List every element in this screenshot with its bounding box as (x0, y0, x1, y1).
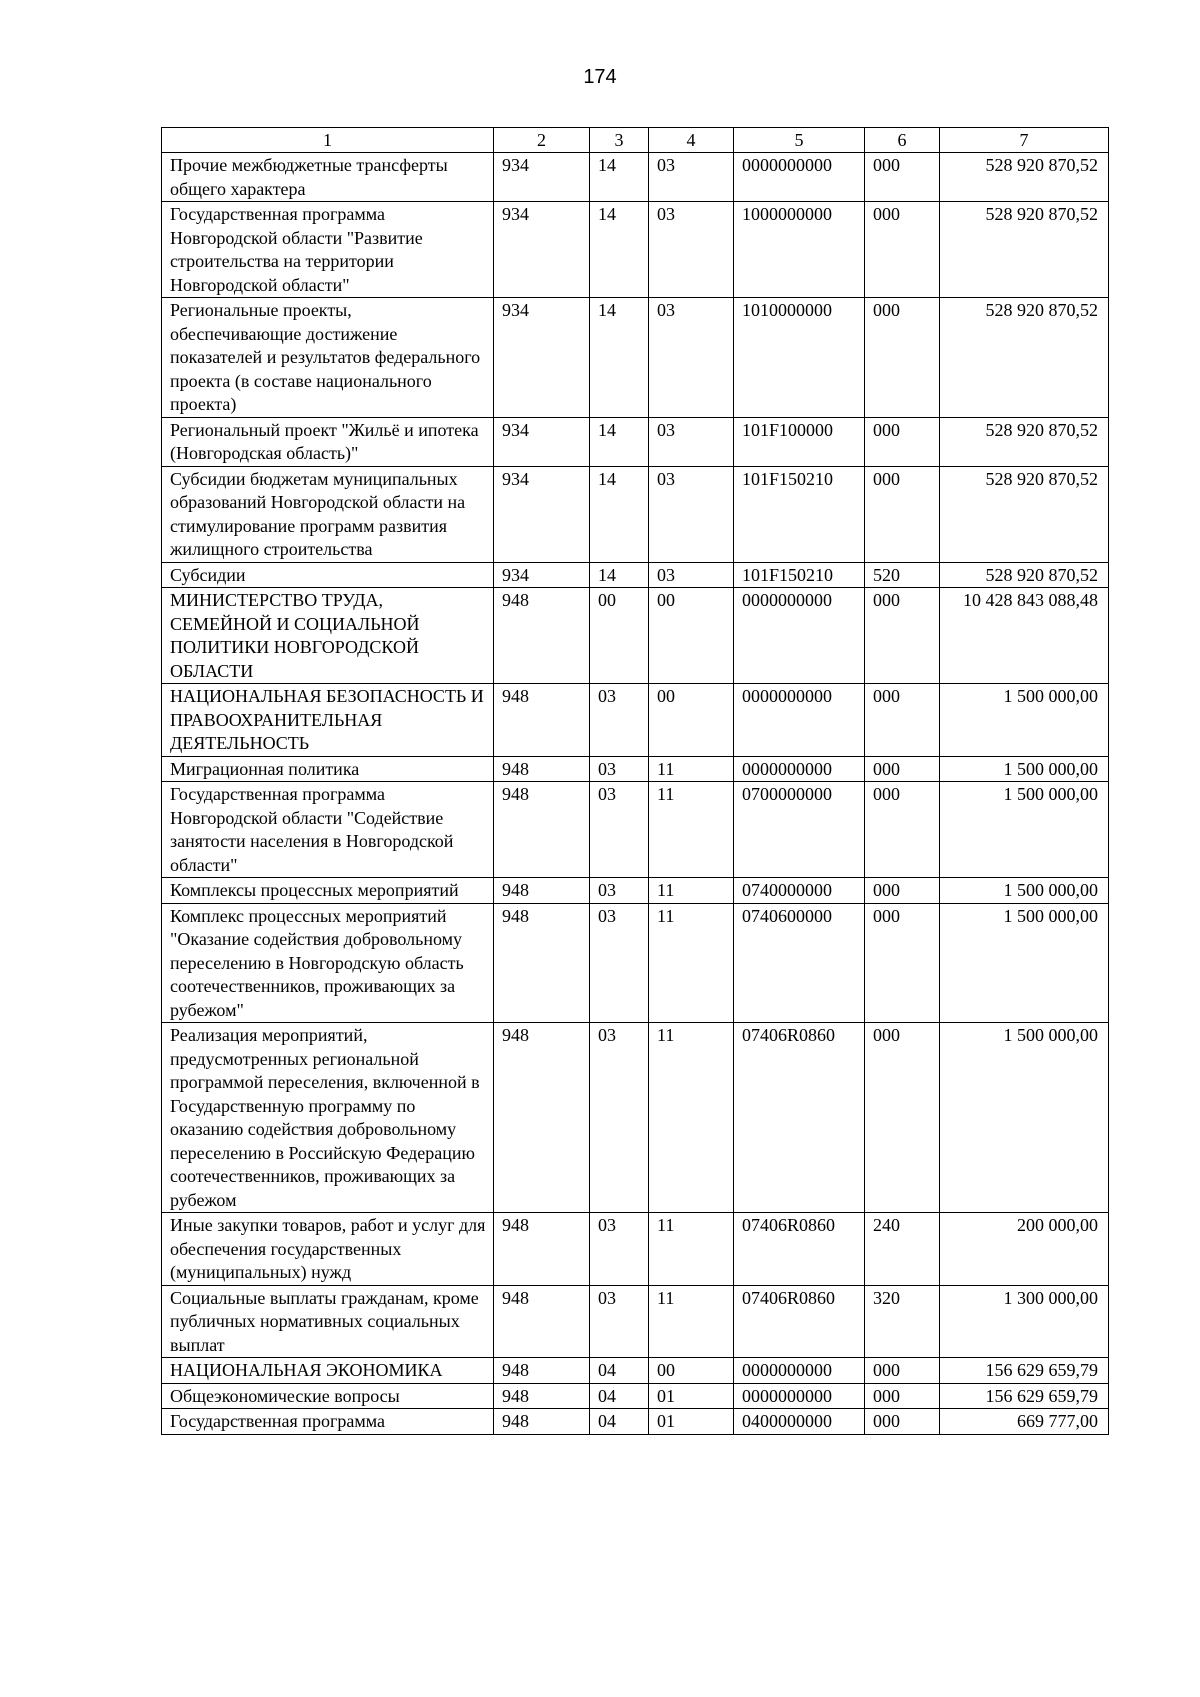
row-expense-type: 320 (865, 1285, 940, 1358)
row-target-code: 0000000000 (734, 153, 865, 202)
row-name: Государственная программа (162, 1409, 494, 1435)
row-sum: 1 500 000,00 (940, 1023, 1109, 1213)
row-subsection: 03 (649, 466, 734, 562)
row-name: Комплекс процессных мероприятий "Оказание содействия добровольному переселению в Новгородскую область соотечественников, проживающих за рубежом" (162, 903, 494, 1023)
row-sum: 528 920 870,52 (940, 417, 1109, 466)
row-sum: 1 300 000,00 (940, 1285, 1109, 1358)
row-target-code: 1010000000 (734, 298, 865, 418)
row-target-code: 0700000000 (734, 782, 865, 878)
row-expense-type: 000 (865, 878, 940, 904)
header-cell: 5 (734, 128, 865, 153)
row-section: 03 (590, 782, 649, 878)
row-expense-type: 000 (865, 1023, 940, 1213)
row-target-code: 0000000000 (734, 588, 865, 684)
row-name: Реализация мероприятий, предусмотренных региональной программой переселения, включенной в Государственную программу по оказанию содействия добровольному переселению в Российскую Федерацию соотечественников, проживающих за рубежом (162, 1023, 494, 1213)
row-target-code: 1000000000 (734, 202, 865, 298)
table-row (162, 878, 1109, 904)
row-section: 03 (590, 878, 649, 904)
row-section: 04 (590, 1358, 649, 1384)
row-grbs: 948 (494, 1213, 590, 1286)
row-sum: 1 500 000,00 (940, 756, 1109, 782)
row-expense-type: 240 (865, 1213, 940, 1286)
page-number: 174 (583, 66, 617, 88)
row-name: Государственная программа Новгородской области "Развитие строительства на территории Новгородской области" (162, 202, 494, 298)
row-section: 03 (590, 903, 649, 1023)
table-row (162, 1285, 1109, 1358)
row-grbs: 948 (494, 903, 590, 1023)
header-cell: 2 (494, 128, 590, 153)
table-row (162, 1213, 1109, 1286)
table-row (162, 782, 1109, 878)
row-target-code: 0000000000 (734, 684, 865, 757)
row-section: 00 (590, 588, 649, 684)
row-subsection: 01 (649, 1383, 734, 1409)
table-row (162, 153, 1109, 202)
row-name: Иные закупки товаров, работ и услуг для обеспечения государственных (муниципальных) нужд (162, 1213, 494, 1286)
row-expense-type: 000 (865, 417, 940, 466)
row-target-code: 101F150210 (734, 466, 865, 562)
row-grbs: 948 (494, 1023, 590, 1213)
row-sum: 528 920 870,52 (940, 562, 1109, 588)
row-subsection: 03 (649, 417, 734, 466)
row-subsection: 11 (649, 756, 734, 782)
row-sum: 1 500 000,00 (940, 684, 1109, 757)
row-grbs: 934 (494, 153, 590, 202)
row-name: Региональный проект "Жильё и ипотека (Новгородская область)" (162, 417, 494, 466)
row-grbs: 948 (494, 1409, 590, 1435)
row-sum: 528 920 870,52 (940, 466, 1109, 562)
row-expense-type: 000 (865, 1358, 940, 1384)
table-row (162, 1383, 1109, 1409)
row-expense-type: 000 (865, 684, 940, 757)
row-section: 14 (590, 202, 649, 298)
row-section: 04 (590, 1383, 649, 1409)
row-expense-type: 000 (865, 782, 940, 878)
row-target-code: 07406R0860 (734, 1285, 865, 1358)
row-expense-type: 000 (865, 153, 940, 202)
row-section: 03 (590, 1213, 649, 1286)
row-grbs: 948 (494, 1285, 590, 1358)
row-target-code: 0400000000 (734, 1409, 865, 1435)
header-cell: 6 (865, 128, 940, 153)
row-target-code: 0000000000 (734, 756, 865, 782)
table-row (162, 202, 1109, 298)
budget-table (161, 127, 1109, 1435)
row-target-code: 0740600000 (734, 903, 865, 1023)
row-subsection: 11 (649, 878, 734, 904)
row-subsection: 11 (649, 1023, 734, 1213)
row-section: 03 (590, 1285, 649, 1358)
row-name: Миграционная политика (162, 756, 494, 782)
row-subsection: 00 (649, 588, 734, 684)
table-row (162, 417, 1109, 466)
row-sum: 156 629 659,79 (940, 1358, 1109, 1384)
row-subsection: 11 (649, 1213, 734, 1286)
row-target-code: 0000000000 (734, 1383, 865, 1409)
table-row (162, 562, 1109, 588)
table-row (162, 298, 1109, 418)
row-subsection: 11 (649, 903, 734, 1023)
table-row (162, 1409, 1109, 1435)
row-sum: 1 500 000,00 (940, 878, 1109, 904)
table-row (162, 684, 1109, 757)
row-grbs: 934 (494, 417, 590, 466)
row-target-code: 101F100000 (734, 417, 865, 466)
row-name: Государственная программа Новгородской области "Содействие занятости населения в Новгородской области" (162, 782, 494, 878)
row-name: Субсидии (162, 562, 494, 588)
row-section: 14 (590, 562, 649, 588)
row-grbs: 948 (494, 684, 590, 757)
row-section: 03 (590, 1023, 649, 1213)
table-row (162, 756, 1109, 782)
row-sum: 528 920 870,52 (940, 153, 1109, 202)
row-sum: 1 500 000,00 (940, 903, 1109, 1023)
header-cell: 1 (162, 128, 494, 153)
row-section: 03 (590, 684, 649, 757)
header-row (162, 128, 1109, 153)
table-row (162, 1023, 1109, 1213)
row-target-code: 0000000000 (734, 1358, 865, 1384)
header-cell: 7 (940, 128, 1109, 153)
row-subsection: 00 (649, 1358, 734, 1384)
row-expense-type: 000 (865, 202, 940, 298)
row-subsection: 03 (649, 298, 734, 418)
row-grbs: 948 (494, 1358, 590, 1384)
row-expense-type: 000 (865, 298, 940, 418)
row-grbs: 934 (494, 202, 590, 298)
row-section: 14 (590, 417, 649, 466)
row-grbs: 948 (494, 1383, 590, 1409)
row-grbs: 948 (494, 878, 590, 904)
row-section: 04 (590, 1409, 649, 1435)
row-expense-type: 000 (865, 466, 940, 562)
row-section: 14 (590, 466, 649, 562)
row-subsection: 11 (649, 1285, 734, 1358)
header-cell: 4 (649, 128, 734, 153)
row-expense-type: 000 (865, 1383, 940, 1409)
row-name: Комплексы процессных мероприятий (162, 878, 494, 904)
row-expense-type: 000 (865, 756, 940, 782)
row-target-code: 101F150210 (734, 562, 865, 588)
row-sum: 10 428 843 088,48 (940, 588, 1109, 684)
row-subsection: 03 (649, 202, 734, 298)
row-section: 14 (590, 153, 649, 202)
row-grbs: 934 (494, 562, 590, 588)
row-expense-type: 520 (865, 562, 940, 588)
table-row (162, 466, 1109, 562)
row-sum: 528 920 870,52 (940, 298, 1109, 418)
row-subsection: 03 (649, 562, 734, 588)
row-section: 03 (590, 756, 649, 782)
row-subsection: 00 (649, 684, 734, 757)
row-grbs: 948 (494, 756, 590, 782)
row-sum: 528 920 870,52 (940, 202, 1109, 298)
row-expense-type: 000 (865, 903, 940, 1023)
row-name: Прочие межбюджетные трансферты общего характера (162, 153, 494, 202)
row-name: Субсидии бюджетам муниципальных образований Новгородской области на стимулирование программ развития жилищного строительства (162, 466, 494, 562)
header-cell: 3 (590, 128, 649, 153)
row-name: НАЦИОНАЛЬНАЯ ЭКОНОМИКА (162, 1358, 494, 1384)
row-sum: 1 500 000,00 (940, 782, 1109, 878)
row-name: Социальные выплаты гражданам, кроме публичных нормативных социальных выплат (162, 1285, 494, 1358)
row-sum: 669 777,00 (940, 1409, 1109, 1435)
row-sum: 156 629 659,79 (940, 1383, 1109, 1409)
row-sum: 200 000,00 (940, 1213, 1109, 1286)
row-grbs: 948 (494, 588, 590, 684)
row-grbs: 934 (494, 298, 590, 418)
row-grbs: 948 (494, 782, 590, 878)
row-target-code: 07406R0860 (734, 1213, 865, 1286)
row-expense-type: 000 (865, 1409, 940, 1435)
row-target-code: 0740000000 (734, 878, 865, 904)
row-subsection: 11 (649, 782, 734, 878)
table-row (162, 903, 1109, 1023)
row-section: 14 (590, 298, 649, 418)
row-name: Региональные проекты, обеспечивающие достижение показателей и результатов федерального проекта (в составе национального проекта) (162, 298, 494, 418)
row-expense-type: 000 (865, 588, 940, 684)
row-name: НАЦИОНАЛЬНАЯ БЕЗОПАСНОСТЬ И ПРАВООХРАНИТЕЛЬНАЯ ДЕЯТЕЛЬНОСТЬ (162, 684, 494, 757)
table-row (162, 1358, 1109, 1384)
table-row (162, 588, 1109, 684)
row-name: МИНИСТЕРСТВО ТРУДА, СЕМЕЙНОЙ И СОЦИАЛЬНОЙ ПОЛИТИКИ НОВГОРОДСКОЙ ОБЛАСТИ (162, 588, 494, 684)
row-name: Общеэкономические вопросы (162, 1383, 494, 1409)
row-grbs: 934 (494, 466, 590, 562)
row-subsection: 03 (649, 153, 734, 202)
row-target-code: 07406R0860 (734, 1023, 865, 1213)
row-subsection: 01 (649, 1409, 734, 1435)
